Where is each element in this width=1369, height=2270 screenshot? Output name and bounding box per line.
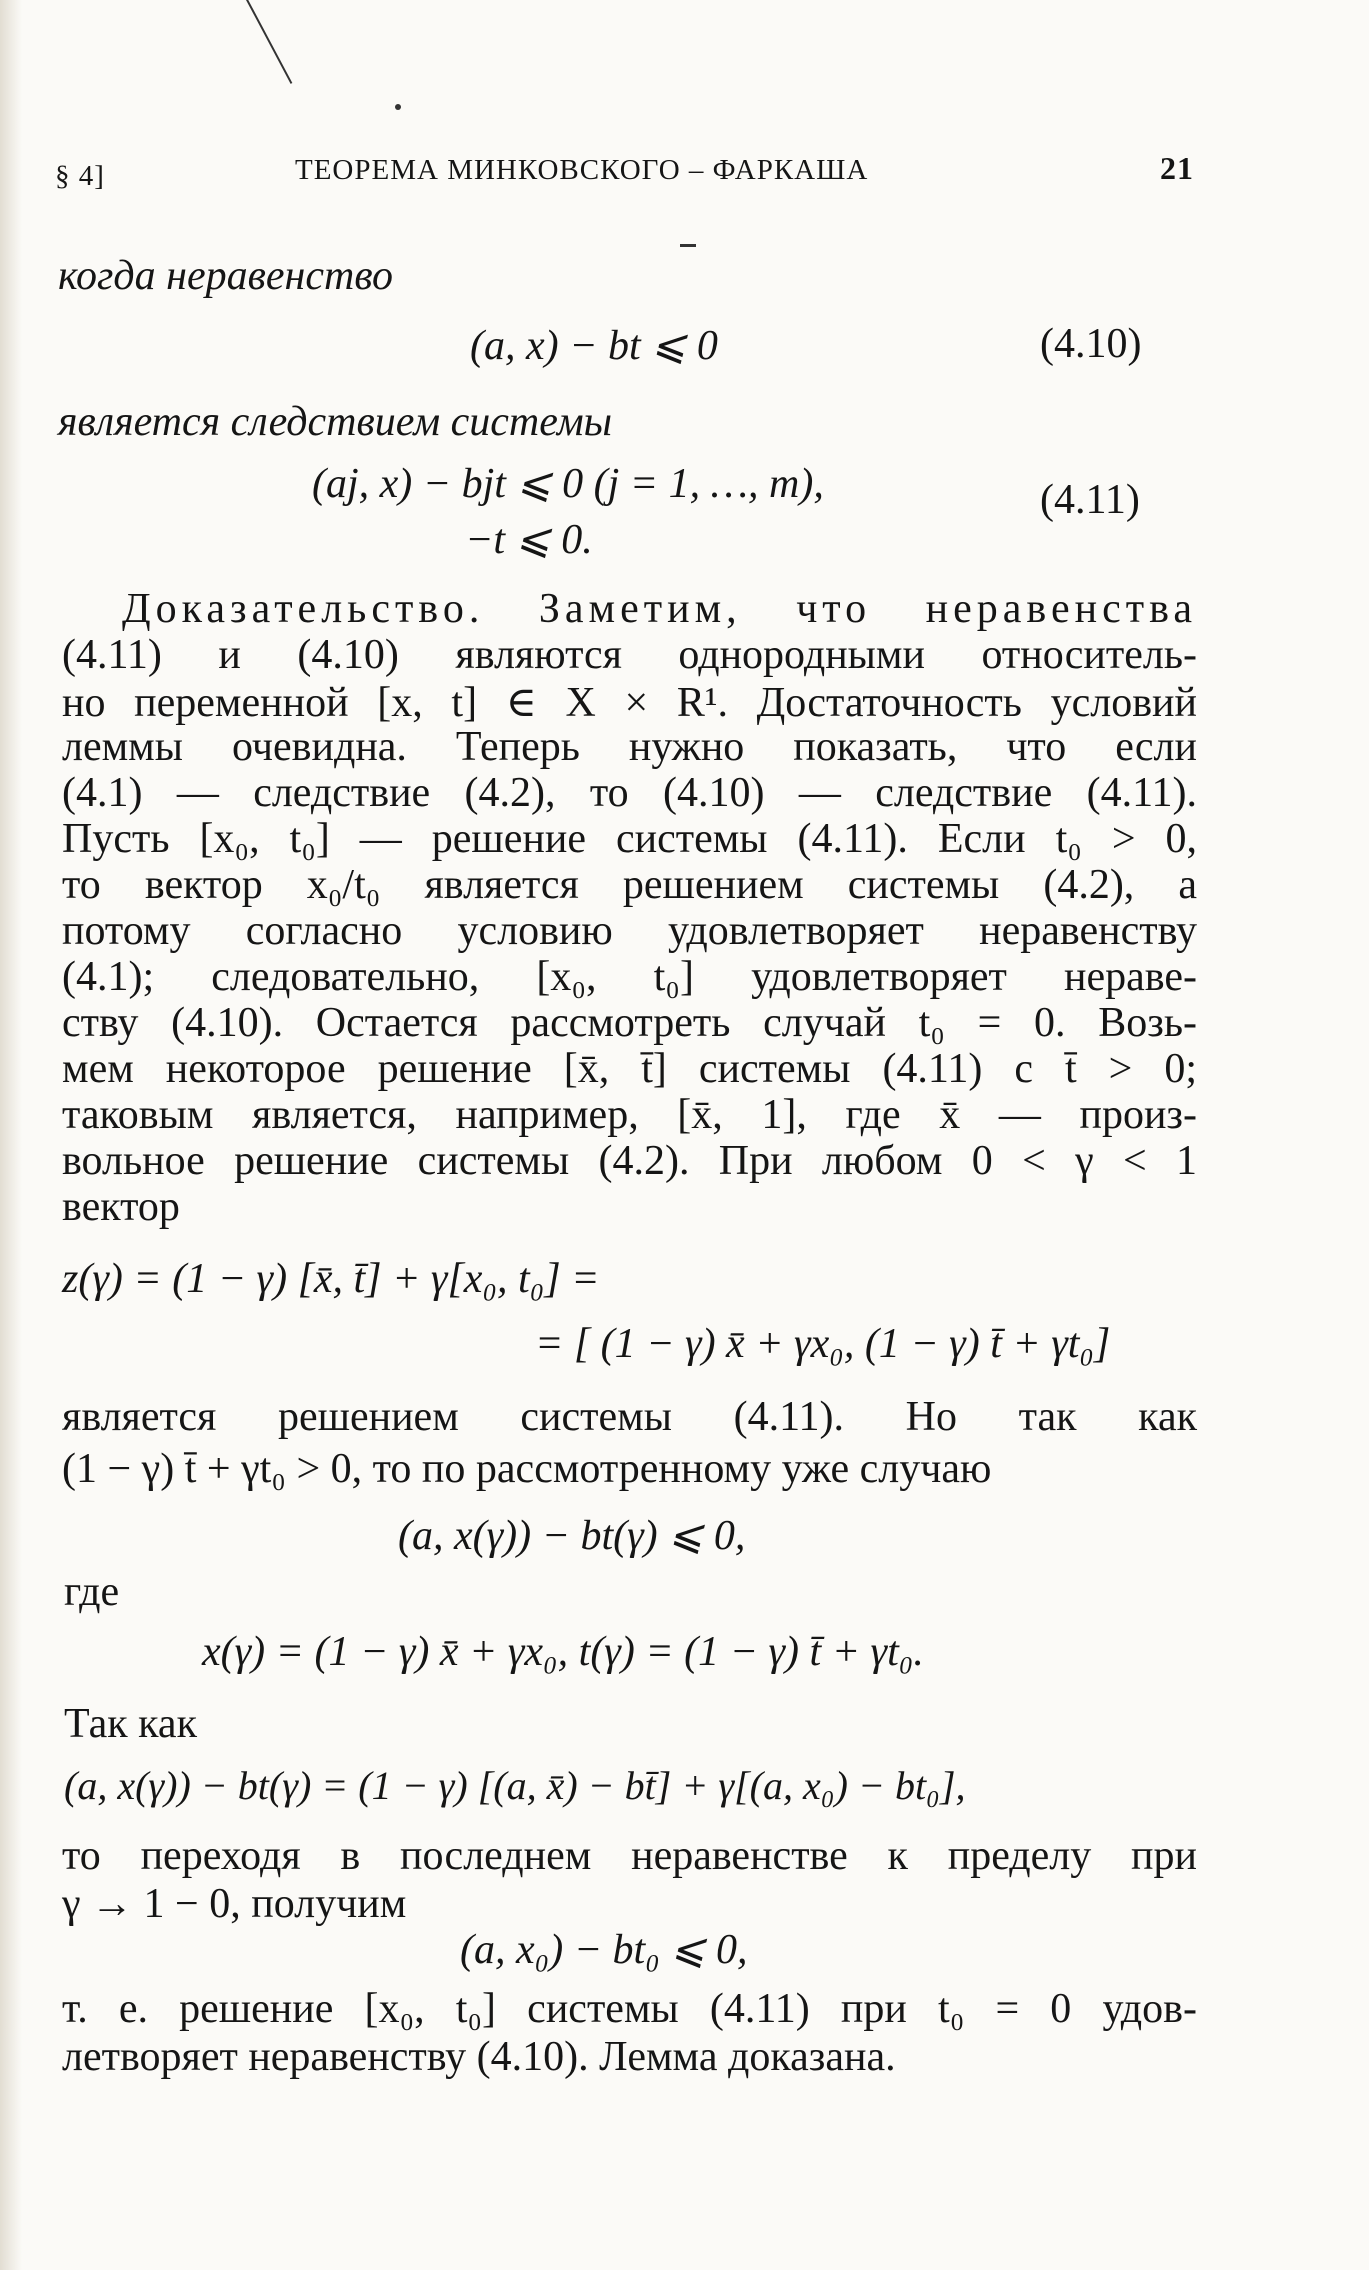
equation-number-4-11: (4.11)	[1040, 477, 1140, 523]
page-edge-shadow	[0, 0, 22, 2270]
equation-definitions: x(γ) = (1 − γ) x̄ + γx₀, t(γ) = (1 − γ) t̄ + γt₀.	[202, 1629, 924, 1675]
body-line: γ → 1 − 0, получим	[62, 1881, 407, 1927]
equation-4-11-line-1: (aj, x) − bjt ⩽ 0 (j = 1, …, m),	[312, 461, 824, 507]
intro-text: когда неравенство	[58, 253, 394, 299]
closing-line: т. е. решение [x₀, t₀] системы (4.11) при t₀ = 0 удов-	[62, 1986, 1197, 2032]
scan-mark	[395, 104, 401, 110]
equation-z-line-1: z(γ) = (1 − γ) [x̄, t̄] + γ[x₀, t₀] =	[62, 1256, 600, 1302]
proof-line: потому согласно условию удовлетворяет неравенству	[62, 908, 1197, 954]
equation-4-10: (a, x) − bt ⩽ 0	[470, 323, 718, 369]
section-marker: § 4]	[55, 160, 105, 192]
proof-line: (4.1) — следствие (4.2), то (4.10) — следствие (4.11).	[62, 770, 1197, 816]
page-number: 21	[1160, 150, 1194, 186]
equation-4-11-line-2: −t ⩽ 0.	[465, 517, 593, 563]
proof-line: то вектор x₀/t₀ является решением системы (4.2), а	[62, 862, 1197, 908]
closing-line: летворяет неравенству (4.10). Лемма доказана.	[62, 2034, 896, 2080]
body-line: является решением системы (4.11). Но так как	[62, 1394, 1197, 1440]
proof-line: мем некоторое решение [x̄, t̄] системы (4.11) с t̄ > 0;	[62, 1046, 1197, 1092]
proof-line: (4.1); следовательно, [x₀, t₀] удовлетворяет нераве-	[62, 954, 1197, 1000]
proof-line: но переменной [x, t] ∈ X × R¹. Достаточность условий	[62, 680, 1197, 726]
proof-line: таковым является, например, [x̄, 1], где x̄ — произ-	[62, 1092, 1197, 1138]
equation-number-4-10: (4.10)	[1040, 321, 1142, 367]
proof-line: вектор	[62, 1184, 180, 1230]
proof-line: вольное решение системы (4.2). При любом 0 < γ < 1	[62, 1138, 1197, 1184]
equation-z-line-2: = [ (1 − γ) x̄ + γx₀, (1 − γ) t̄ + γt₀]	[535, 1321, 1111, 1367]
body-line: (1 − γ) t̄ + γt₀ > 0, то по рассмотренному уже случаю	[62, 1446, 992, 1492]
where-label: где	[64, 1569, 120, 1615]
proof-line: Пусть [x₀, t₀] — решение системы (4.11). Если t₀ > 0,	[62, 816, 1197, 862]
proof-line: Доказательство. Заметим, что неравенства	[122, 586, 1197, 632]
proof-line: ству (4.10). Остается рассмотреть случай t₀ = 0. Возь-	[62, 1000, 1197, 1046]
proof-line: (4.11) и (4.10) являются однородными относитель-	[62, 632, 1197, 678]
equation-final: (a, x₀) − bt₀ ⩽ 0,	[460, 1927, 748, 1973]
proof-line: леммы очевидна. Теперь нужно показать, что если	[62, 724, 1197, 770]
since-label: Так как	[64, 1701, 197, 1747]
scan-mark	[680, 244, 696, 247]
consequence-text: является следствием системы	[58, 399, 613, 445]
equation-gamma: (a, x(γ)) − bt(γ) ⩽ 0,	[398, 1513, 746, 1559]
running-title: ТЕОРЕМА МИНКОВСКОГО – ФАРКАША	[295, 154, 869, 186]
equation-since: (a, x(γ)) − bt(γ) = (1 − γ) [(a, x̄) − bt̄] + γ[(a, x₀) − bt₀],	[64, 1763, 966, 1808]
body-line: то переходя в последнем неравенстве к пределу при	[62, 1833, 1197, 1879]
scan-mark	[246, 0, 292, 84]
